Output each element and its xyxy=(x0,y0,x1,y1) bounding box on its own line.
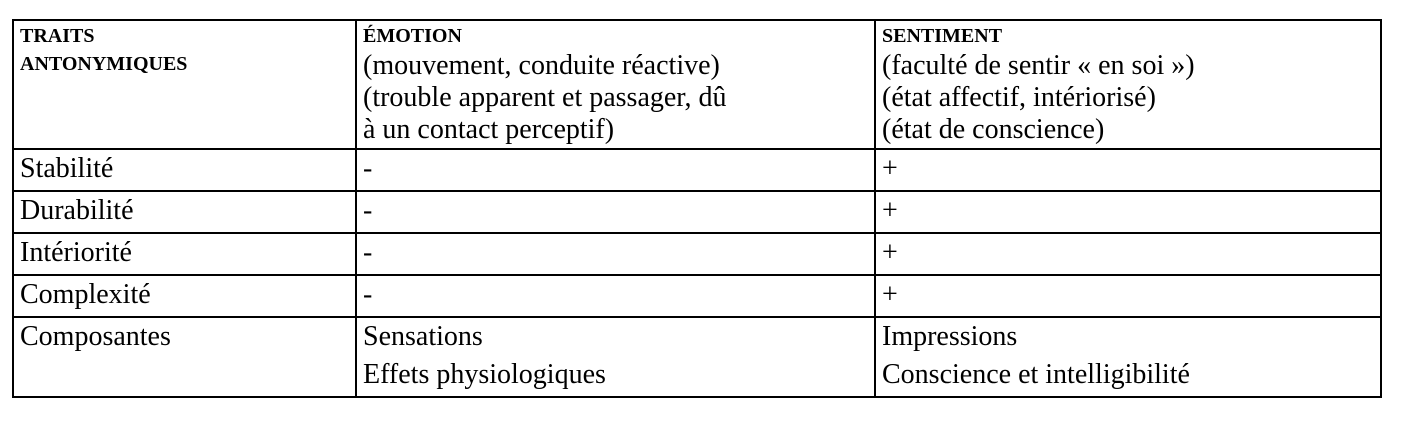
header-cell-sentiment xyxy=(875,20,1381,149)
emotion-cell: - xyxy=(356,233,875,275)
sentiment-desc-3: (état de conscience) xyxy=(882,114,1105,145)
table-row-components xyxy=(13,317,1381,397)
emotion-component-2: Effets physiologiques xyxy=(363,359,606,390)
header-row xyxy=(13,20,1381,149)
emotion-component-1: Sensations xyxy=(363,321,483,352)
trait-cell: Complexité xyxy=(13,275,356,317)
emotion-cell: - xyxy=(356,275,875,317)
sentiment-cell: + xyxy=(875,275,1381,317)
header-cell-traits xyxy=(13,20,356,149)
header-traits-line2: ANTONYMIQUES xyxy=(20,53,188,75)
traits-table xyxy=(12,19,1382,398)
sentiment-cell: + xyxy=(875,149,1381,191)
header-sentiment-title: SENTIMENT xyxy=(882,25,1003,47)
sentiment-cell: + xyxy=(875,233,1381,275)
table-row xyxy=(13,275,1381,317)
emotion-cell: - xyxy=(356,149,875,191)
trait-cell-components: Composantes xyxy=(13,317,356,397)
header-traits-line1: TRAITS xyxy=(20,25,95,47)
trait-cell: Durabilité xyxy=(13,191,356,233)
emotion-cell: - xyxy=(356,191,875,233)
emotion-components-cell xyxy=(356,317,875,397)
sentiment-component-1: Impressions xyxy=(882,321,1018,352)
header-emotion-title: ÉMOTION xyxy=(363,25,462,47)
trait-cell: Stabilité xyxy=(13,149,356,191)
header-cell-emotion xyxy=(356,20,875,149)
sentiment-cell: + xyxy=(875,191,1381,233)
sentiment-desc-1: (faculté de sentir « en soi ») xyxy=(882,50,1195,81)
table-row xyxy=(13,233,1381,275)
emotion-desc-2: (trouble apparent et passager, dû xyxy=(363,82,727,113)
table-row xyxy=(13,191,1381,233)
sentiment-component-2: Conscience et intelligibilité xyxy=(882,359,1190,390)
sentiment-desc-2: (état affectif, intériorisé) xyxy=(882,82,1156,113)
table-row xyxy=(13,149,1381,191)
sentiment-components-cell xyxy=(875,317,1381,397)
trait-cell: Intériorité xyxy=(13,233,356,275)
emotion-desc-1: (mouvement, conduite réactive) xyxy=(363,50,720,81)
emotion-desc-3: à un contact perceptif) xyxy=(363,114,615,145)
